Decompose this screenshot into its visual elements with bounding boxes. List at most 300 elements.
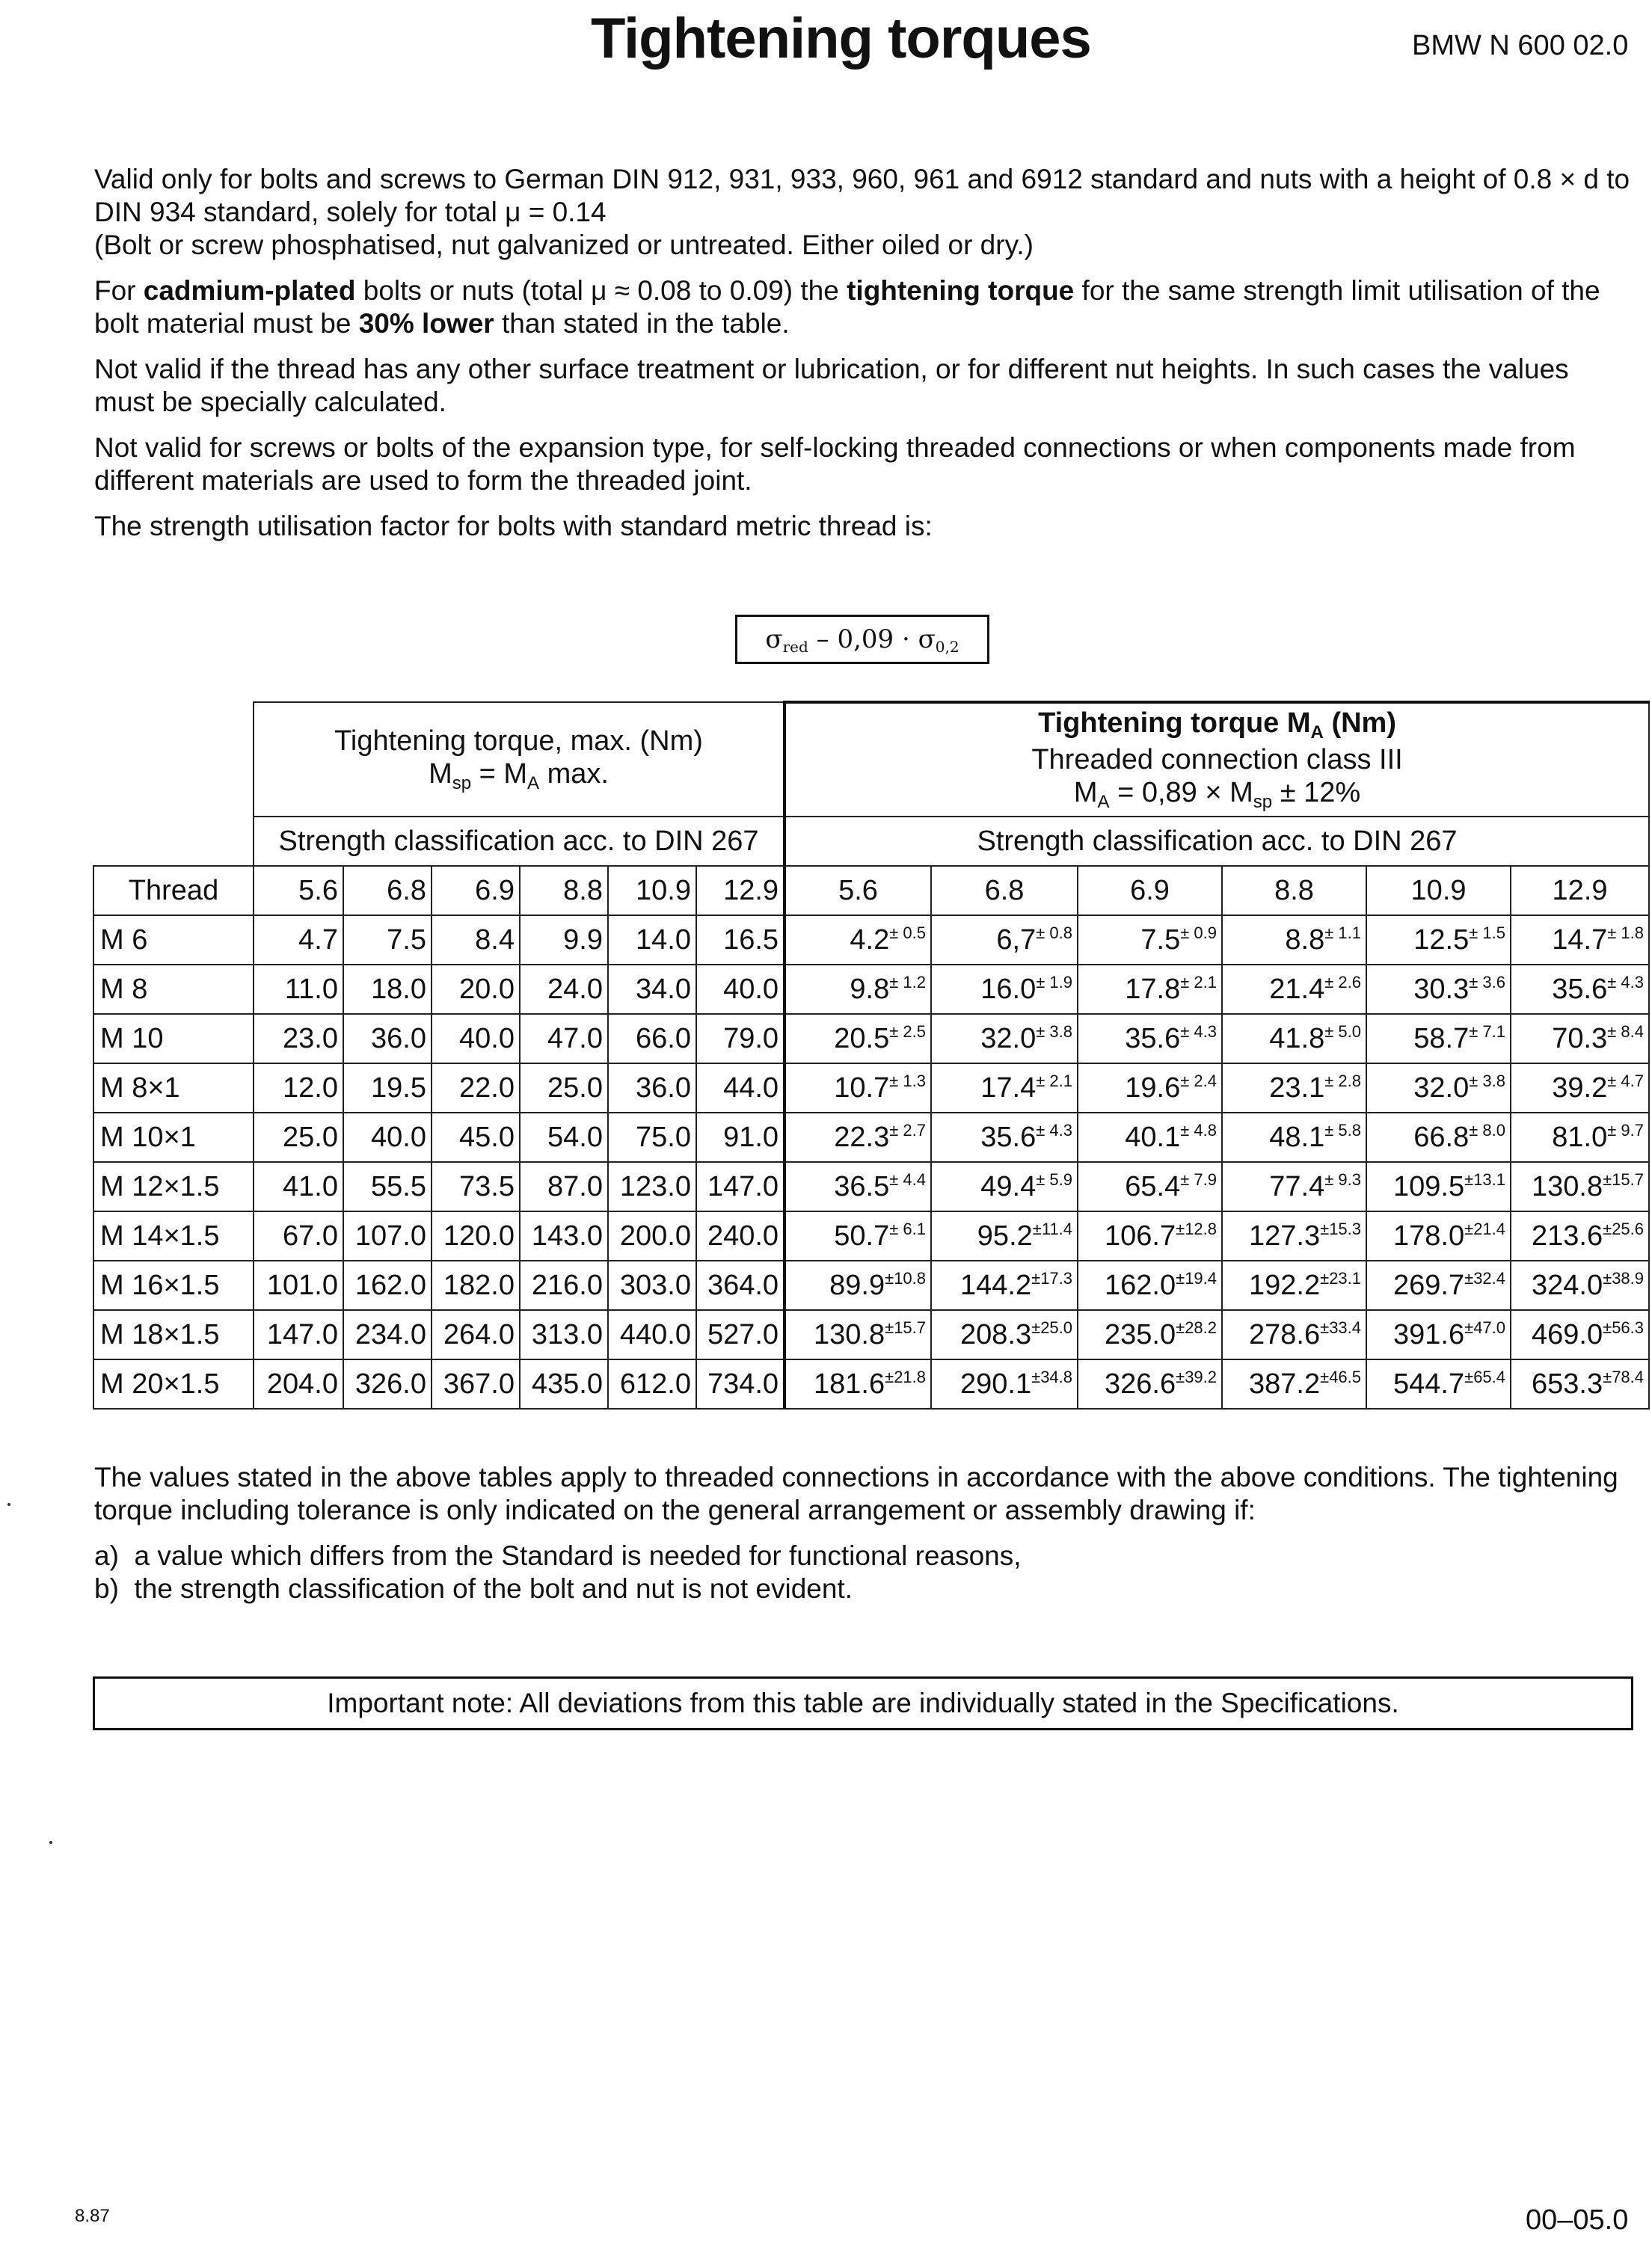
max-torque-cell: 7.5 — [343, 915, 432, 965]
table-row — [93, 1063, 1649, 1113]
ma-tolerance: ± 1.1 — [1324, 923, 1362, 942]
ma-tolerance: ± 1.9 — [1036, 973, 1073, 992]
ma-tolerance: ±12.8 — [1176, 1220, 1217, 1238]
max-torque-cell: 25.0 — [254, 1113, 343, 1162]
validity-note: (Bolt or screw phosphatised, nut galvanized or untreated. Either oiled or dry.) — [94, 230, 1034, 260]
max-torque-cell: 40.0 — [432, 1014, 520, 1063]
class-header: 6.9 — [432, 866, 520, 915]
ma-torque-cell — [1511, 1162, 1649, 1211]
ma-tolerance: ± 5.0 — [1324, 1022, 1362, 1041]
ma-value: 235.0 — [1105, 1319, 1176, 1350]
ma-tolerance: ± 4.3 — [1036, 1121, 1073, 1140]
ma-tolerance: ± 1.3 — [889, 1072, 927, 1090]
intro-paragraph-cadmium — [94, 274, 1633, 340]
ma-value: 35.6 — [1125, 1023, 1181, 1054]
ma-tolerance: ± 5.9 — [1036, 1170, 1073, 1189]
ma-torque-cell — [1078, 1113, 1222, 1162]
thread-cell: M 16×1.5 — [93, 1261, 254, 1310]
ma-value: 208.3 — [960, 1319, 1032, 1350]
ma-torque-cell — [784, 965, 931, 1014]
ma-torque-cell — [1222, 915, 1366, 965]
ma-value: 9.8 — [850, 974, 890, 1005]
ma-torque-cell — [1366, 1063, 1511, 1113]
class-header: 6.9 — [1078, 866, 1222, 915]
ma-torque-cell — [784, 1014, 931, 1063]
max-torque-cell: 16.5 — [696, 915, 784, 965]
ma-torque-cell — [1222, 1211, 1366, 1261]
text-span: sp — [452, 773, 472, 793]
ma-value: 40.1 — [1125, 1122, 1181, 1153]
ma-torque-cell — [1078, 1162, 1222, 1211]
ma-value: 77.4 — [1269, 1171, 1325, 1202]
ma-tolerance: ±15.7 — [885, 1318, 927, 1337]
ma-value: 162.0 — [1105, 1270, 1176, 1301]
ma-value: 19.6 — [1125, 1072, 1181, 1104]
text-span: Tightening torque M — [1038, 707, 1311, 739]
ma-value: 269.7 — [1393, 1270, 1465, 1301]
ma-value: 278.6 — [1249, 1319, 1321, 1350]
max-torque-cell: 162.0 — [343, 1261, 432, 1310]
ma-tolerance: ±25.6 — [1603, 1220, 1645, 1238]
class-header: 6.8 — [931, 866, 1078, 915]
table-row — [93, 1310, 1649, 1359]
ma-value: 30.3 — [1413, 974, 1470, 1005]
ma-tolerance: ± 0.8 — [1036, 923, 1073, 942]
ma-tolerance: ± 2.8 — [1324, 1072, 1362, 1090]
ma-tolerance: ± 3.6 — [1469, 973, 1506, 992]
max-torque-cell: 34.0 — [608, 965, 696, 1014]
table-row — [93, 1162, 1649, 1211]
ma-value: 23.1 — [1269, 1072, 1325, 1104]
text-span: For — [94, 275, 144, 306]
ma-value: 387.2 — [1249, 1368, 1321, 1400]
table-row — [93, 1261, 1649, 1310]
ma-tolerance: ±33.4 — [1320, 1318, 1362, 1337]
max-header-line1: Tightening torque, max. (Nm) — [334, 725, 703, 757]
ma-torque-cell — [1078, 1359, 1222, 1409]
bold-span: 30% lower — [358, 308, 494, 339]
ma-value: 130.8 — [1532, 1171, 1603, 1202]
ma-torque-cell — [784, 1359, 931, 1409]
max-torque-cell: 440.0 — [608, 1310, 696, 1359]
thread-cell: M 18×1.5 — [93, 1310, 254, 1359]
class-header: 8.8 — [520, 866, 608, 915]
ma-torque-cell — [931, 1310, 1078, 1359]
ma-torque-cell — [1078, 1063, 1222, 1113]
max-torque-cell: 11.0 — [254, 965, 343, 1014]
class-header: 12.9 — [1511, 866, 1649, 915]
text-span: max. — [539, 758, 609, 790]
max-torque-cell: 123.0 — [608, 1162, 696, 1211]
intro-paragraph-surface: Not valid if the thread has any other surface treatment or lubrication, or for different nut heights. In such cases the values must be specially calculated. — [94, 354, 1569, 417]
ma-value: 326.6 — [1105, 1368, 1176, 1400]
max-torque-cell: 367.0 — [432, 1359, 520, 1409]
ma-value: 4.2 — [850, 924, 890, 956]
max-torque-cell: 8.4 — [432, 915, 520, 965]
ma-value: 181.6 — [814, 1368, 885, 1400]
max-torque-cell: 20.0 — [432, 965, 520, 1014]
ma-value: 544.7 — [1393, 1368, 1465, 1400]
ma-tolerance: ± 2.5 — [889, 1022, 927, 1041]
table-row — [93, 1211, 1649, 1261]
ma-torque-cell — [1366, 1113, 1511, 1162]
ma-torque-cell — [1511, 1310, 1649, 1359]
revision-date: 8.87 — [75, 2206, 110, 2226]
strength-class-left: Strength classification acc. to DIN 267 — [254, 817, 784, 866]
ma-value: 89.9 — [829, 1270, 885, 1301]
ma-value: 70.3 — [1552, 1023, 1608, 1054]
ma-tolerance: ±39.2 — [1176, 1368, 1217, 1386]
text-span: M — [1073, 777, 1098, 808]
max-torque-cell: 234.0 — [343, 1310, 432, 1359]
class-header: 5.6 — [784, 866, 931, 915]
max-torque-cell: 47.0 — [520, 1014, 608, 1063]
text-span: A — [1310, 722, 1324, 743]
max-torque-cell: 120.0 — [432, 1211, 520, 1261]
ma-torque-cell — [931, 965, 1078, 1014]
thread-cell: M 6 — [93, 915, 254, 965]
ma-tolerance: ±65.4 — [1464, 1368, 1506, 1386]
ma-value: 17.4 — [980, 1072, 1037, 1104]
intro-paragraph-utilisation: The strength utilisation factor for bolts with standard metric thread is: — [94, 511, 933, 541]
max-torque-cell: 23.0 — [254, 1014, 343, 1063]
ma-torque-cell — [931, 1359, 1078, 1409]
ma-torque-cell — [1222, 965, 1366, 1014]
max-torque-cell: 18.0 — [343, 965, 432, 1014]
text-span: ± 12% — [1272, 777, 1361, 808]
strength-class-right: Strength classification acc. to DIN 267 — [784, 817, 1649, 866]
ma-value: 130.8 — [814, 1319, 885, 1350]
ma-value: 36.5 — [834, 1171, 890, 1202]
max-torque-cell: 264.0 — [432, 1310, 520, 1359]
ma-torque-cell — [1511, 1113, 1649, 1162]
ma-tolerance: ± 3.8 — [1469, 1072, 1506, 1090]
formula-mid: – 0,09 · σ — [808, 624, 936, 654]
thread-column-header: Thread — [93, 866, 254, 915]
max-torque-cell: 101.0 — [254, 1261, 343, 1310]
ma-tolerance: ±10.8 — [885, 1269, 927, 1288]
page-title: Tightening torques — [591, 7, 1091, 70]
ma-tolerance: ±15.7 — [1603, 1170, 1645, 1189]
text-span: (Nm) — [1323, 707, 1396, 739]
ma-value: 10.7 — [834, 1072, 890, 1104]
ma-torque-cell — [1222, 1359, 1366, 1409]
ma-tolerance: ± 2.1 — [1180, 973, 1217, 992]
max-torque-cell: 303.0 — [608, 1261, 696, 1310]
max-torque-cell: 612.0 — [608, 1359, 696, 1409]
header-row-classes — [93, 866, 1649, 915]
empty-cell — [93, 702, 254, 817]
max-torque-cell: 36.0 — [343, 1014, 432, 1063]
max-torque-cell: 24.0 — [520, 965, 608, 1014]
ma-value: 16.0 — [980, 974, 1037, 1005]
ma-torque-cell — [784, 1211, 931, 1261]
ma-torque-cell — [1366, 1014, 1511, 1063]
ma-value: 127.3 — [1249, 1220, 1321, 1252]
ma-tolerance: ± 4.3 — [1180, 1022, 1217, 1041]
validity-line: Valid only for bolts and screws to German DIN 912, 931, 933, 960, 961 and 6912 standard and nuts with a height of 0.8 × d to DIN 934 standard, solely for total μ = 0.14 — [94, 164, 1630, 227]
ma-torque-cell — [931, 1162, 1078, 1211]
scan-speck — [7, 1503, 10, 1506]
max-torque-cell: 44.0 — [696, 1063, 784, 1113]
ma-tolerance: ±19.4 — [1176, 1269, 1217, 1288]
ma-tolerance: ± 7.1 — [1469, 1022, 1506, 1041]
ma-tolerance: ±21.8 — [885, 1368, 927, 1386]
ma-tolerance: ± 6.1 — [889, 1220, 927, 1238]
list-item: b) the strength classification of the bolt and nut is not evident. — [94, 1573, 853, 1604]
ma-tolerance: ± 8.4 — [1607, 1022, 1645, 1041]
ma-value: 50.7 — [834, 1220, 890, 1252]
ma-tolerance: ± 0.9 — [1180, 923, 1217, 942]
ma-torque-cell — [1222, 1310, 1366, 1359]
conditions-text — [94, 1461, 1633, 1605]
ma-torque-cell — [1222, 1113, 1366, 1162]
bold-span: tightening torque — [847, 275, 1075, 306]
text-span: M — [429, 758, 452, 790]
formula-sub: red — [782, 638, 808, 656]
ma-torque-cell — [784, 1261, 931, 1310]
ma-tolerance: ± 1.2 — [889, 973, 927, 992]
ma-torque-cell — [1366, 915, 1511, 965]
intro-paragraph-expansion: Not valid for screws or bolts of the expansion type, for self-locking threaded connections or when components made from different materials are used to form the threaded joint. — [94, 432, 1576, 496]
ma-torque-cell — [1366, 1310, 1511, 1359]
ma-tolerance: ± 1.8 — [1607, 923, 1645, 942]
ma-torque-cell — [784, 1113, 931, 1162]
max-torque-cell: 9.9 — [520, 915, 608, 965]
ma-tolerance: ± 3.8 — [1036, 1022, 1073, 1041]
ma-value: 290.1 — [960, 1368, 1032, 1400]
header-row-strength — [93, 817, 1649, 866]
max-torque-cell: 4.7 — [254, 915, 343, 965]
ma-tolerance: ± 9.7 — [1607, 1121, 1645, 1140]
ma-torque-cell — [1078, 915, 1222, 965]
ma-value: 35.6 — [1552, 974, 1608, 1005]
ma-value: 324.0 — [1532, 1270, 1603, 1301]
ma-value: 17.8 — [1125, 974, 1181, 1005]
scan-speck — [49, 1841, 52, 1844]
max-torque-cell: 67.0 — [254, 1211, 343, 1261]
max-torque-cell: 326.0 — [343, 1359, 432, 1409]
document-number: BMW N 600 02.0 — [1412, 30, 1629, 61]
ma-torque-cell — [1366, 1261, 1511, 1310]
max-torque-cell: 734.0 — [696, 1359, 784, 1409]
ma-value: 66.8 — [1413, 1122, 1470, 1153]
text-span: = M — [471, 758, 528, 790]
ma-value: 21.4 — [1269, 974, 1325, 1005]
table-row — [93, 1113, 1649, 1162]
ma-torque-cell — [1511, 1063, 1649, 1113]
ma-value: 65.4 — [1125, 1171, 1181, 1202]
max-torque-cell: 22.0 — [432, 1063, 520, 1113]
thread-cell: M 8 — [93, 965, 254, 1014]
max-torque-cell: 364.0 — [696, 1261, 784, 1310]
ma-header-line2: Threaded connection class III — [1031, 744, 1403, 775]
ma-value: 469.0 — [1532, 1319, 1603, 1350]
thread-cell: M 10 — [93, 1014, 254, 1063]
table-row — [93, 965, 1649, 1014]
class-header: 10.9 — [608, 866, 696, 915]
ma-torque-cell — [784, 1310, 931, 1359]
max-torque-cell: 143.0 — [520, 1211, 608, 1261]
torque-table-body — [93, 915, 1649, 1409]
ma-torque-cell — [784, 915, 931, 965]
ma-tolerance: ±28.2 — [1176, 1318, 1217, 1337]
ma-torque-cell — [1511, 1211, 1649, 1261]
bold-span: cadmium-plated — [143, 275, 356, 306]
ma-torque-cell — [931, 1211, 1078, 1261]
ma-value: 48.1 — [1269, 1122, 1325, 1153]
ma-value: 653.3 — [1532, 1368, 1603, 1400]
ma-tolerance: ± 8.0 — [1469, 1121, 1506, 1140]
ma-tolerance: ± 2.1 — [1036, 1072, 1073, 1090]
class-header: 8.8 — [1222, 866, 1366, 915]
ma-torque-cell — [931, 1261, 1078, 1310]
ma-tolerance: ± 4.4 — [889, 1170, 927, 1189]
thread-cell: M 14×1.5 — [93, 1211, 254, 1261]
thread-cell: M 20×1.5 — [93, 1359, 254, 1409]
table-row — [93, 1359, 1649, 1409]
ma-tolerance: ±32.4 — [1464, 1269, 1506, 1288]
ma-tolerance: ± 7.9 — [1180, 1170, 1217, 1189]
ma-value: 144.2 — [960, 1270, 1032, 1301]
ma-torque-cell — [1222, 1014, 1366, 1063]
conditions-paragraph: The values stated in the above tables apply to threaded connections in accordance with the above conditions. The tightening torque including tolerance is only indicated on the general arrangement or assembly drawing if: — [94, 1462, 1618, 1525]
ma-tolerance: ± 5.8 — [1324, 1121, 1362, 1140]
ma-tolerance: ±46.5 — [1320, 1368, 1362, 1386]
empty-cell — [93, 817, 254, 866]
max-torque-cell: 19.5 — [343, 1063, 432, 1113]
utilisation-formula — [735, 615, 989, 664]
text-span: than stated in the table. — [494, 308, 790, 339]
ma-tolerance: ± 4.8 — [1180, 1121, 1217, 1140]
max-torque-cell: 66.0 — [608, 1014, 696, 1063]
ma-torque-cell — [1078, 1211, 1222, 1261]
max-torque-cell: 240.0 — [696, 1211, 784, 1261]
max-torque-cell: 14.0 — [608, 915, 696, 965]
ma-value: 14.7 — [1552, 924, 1608, 956]
ma-value: 178.0 — [1393, 1220, 1465, 1252]
ma-value: 20.5 — [834, 1023, 890, 1054]
text-span: bolts or nuts (total μ ≈ 0.08 to 0.09) the — [355, 275, 847, 306]
ma-value: 32.0 — [1413, 1072, 1470, 1104]
torque-table — [93, 701, 1650, 1410]
ma-value: 39.2 — [1552, 1072, 1608, 1104]
class-header: 12.9 — [696, 866, 784, 915]
ma-tolerance: ±25.0 — [1031, 1318, 1073, 1337]
ma-torque-cell — [931, 1063, 1078, 1113]
ma-torque-cell — [1366, 1211, 1511, 1261]
ma-tolerance: ± 1.5 — [1469, 923, 1506, 942]
ma-tolerance: ±23.1 — [1320, 1269, 1362, 1288]
ma-torque-cell — [1511, 1014, 1649, 1063]
table-row — [93, 1014, 1649, 1063]
ma-torque-cell — [1078, 1310, 1222, 1359]
max-torque-cell: 40.0 — [343, 1113, 432, 1162]
max-torque-cell: 25.0 — [520, 1063, 608, 1113]
ma-tolerance: ±15.3 — [1320, 1220, 1362, 1238]
ma-value: 213.6 — [1532, 1220, 1603, 1252]
max-torque-cell: 435.0 — [520, 1359, 608, 1409]
ma-tolerance: ±56.3 — [1603, 1318, 1645, 1337]
ma-torque-cell — [784, 1162, 931, 1211]
max-torque-cell: 55.5 — [343, 1162, 432, 1211]
ma-value: 192.2 — [1249, 1270, 1321, 1301]
ma-torque-cell — [1366, 965, 1511, 1014]
ma-value: 58.7 — [1413, 1023, 1470, 1054]
max-torque-cell: 216.0 — [520, 1261, 608, 1310]
ma-value: 81.0 — [1552, 1122, 1608, 1153]
ma-value: 391.6 — [1393, 1319, 1465, 1350]
ma-torque-cell — [1511, 1261, 1649, 1310]
important-note: Important note: All deviations from this table are individually stated in the Specifications. — [93, 1676, 1633, 1730]
ma-torque-cell — [1222, 1063, 1366, 1113]
ma-tolerance: ±47.0 — [1464, 1318, 1506, 1337]
max-torque-cell: 204.0 — [254, 1359, 343, 1409]
ma-value: 106.7 — [1105, 1220, 1176, 1252]
ma-torque-cell — [784, 1063, 931, 1113]
text-span: sp — [1253, 792, 1273, 812]
text-span: A — [527, 773, 540, 793]
ma-torque-cell — [931, 1014, 1078, 1063]
thread-cell: M 12×1.5 — [93, 1162, 254, 1211]
max-torque-cell: 200.0 — [608, 1211, 696, 1261]
max-torque-cell: 41.0 — [254, 1162, 343, 1211]
max-torque-cell: 313.0 — [520, 1310, 608, 1359]
ma-tolerance: ± 2.6 — [1324, 973, 1362, 992]
page-number: 00–05.0 — [1526, 2204, 1629, 2236]
ma-torque-cell — [1511, 1359, 1649, 1409]
ma-torque-cell — [1078, 1014, 1222, 1063]
ma-torque-cell — [931, 915, 1078, 965]
max-torque-cell: 36.0 — [608, 1063, 696, 1113]
ma-tolerance: ± 4.7 — [1607, 1072, 1645, 1090]
class-header: 5.6 — [254, 866, 343, 915]
ma-value: 12.5 — [1413, 924, 1470, 956]
ma-tolerance: ± 9.3 — [1324, 1170, 1362, 1189]
ma-value: 41.8 — [1269, 1023, 1325, 1054]
class-header: 6.8 — [343, 866, 432, 915]
conditions-list — [94, 1540, 1633, 1605]
ma-torque-cell — [1511, 915, 1649, 965]
max-torque-cell: 147.0 — [254, 1310, 343, 1359]
ma-value: 95.2 — [977, 1220, 1033, 1252]
max-torque-header — [254, 702, 784, 817]
max-torque-cell: 147.0 — [696, 1162, 784, 1211]
ma-value: 35.6 — [980, 1122, 1037, 1153]
ma-value: 7.5 — [1140, 924, 1181, 956]
intro-text — [94, 163, 1633, 556]
ma-tolerance: ± 0.5 — [889, 923, 927, 942]
ma-tolerance: ± 4.3 — [1607, 973, 1645, 992]
max-torque-cell: 182.0 — [432, 1261, 520, 1310]
text-span: for the same strength limit utilisation of the bolt material must be — [94, 275, 1600, 339]
ma-torque-cell — [1222, 1162, 1366, 1211]
thread-cell: M 10×1 — [93, 1113, 254, 1162]
max-torque-cell: 54.0 — [520, 1113, 608, 1162]
max-torque-cell: 75.0 — [608, 1113, 696, 1162]
max-torque-cell: 107.0 — [343, 1211, 432, 1261]
ma-tolerance: ±17.3 — [1031, 1269, 1073, 1288]
ma-value: 109.5 — [1393, 1171, 1465, 1202]
ma-tolerance: ±78.4 — [1603, 1368, 1645, 1386]
table-row — [93, 915, 1649, 965]
ma-tolerance: ± 2.7 — [889, 1121, 927, 1140]
class-header: 10.9 — [1366, 866, 1511, 915]
ma-torque-cell — [1366, 1162, 1511, 1211]
ma-tolerance: ±13.1 — [1464, 1170, 1506, 1189]
text-span: A — [1097, 792, 1110, 812]
max-torque-cell: 45.0 — [432, 1113, 520, 1162]
